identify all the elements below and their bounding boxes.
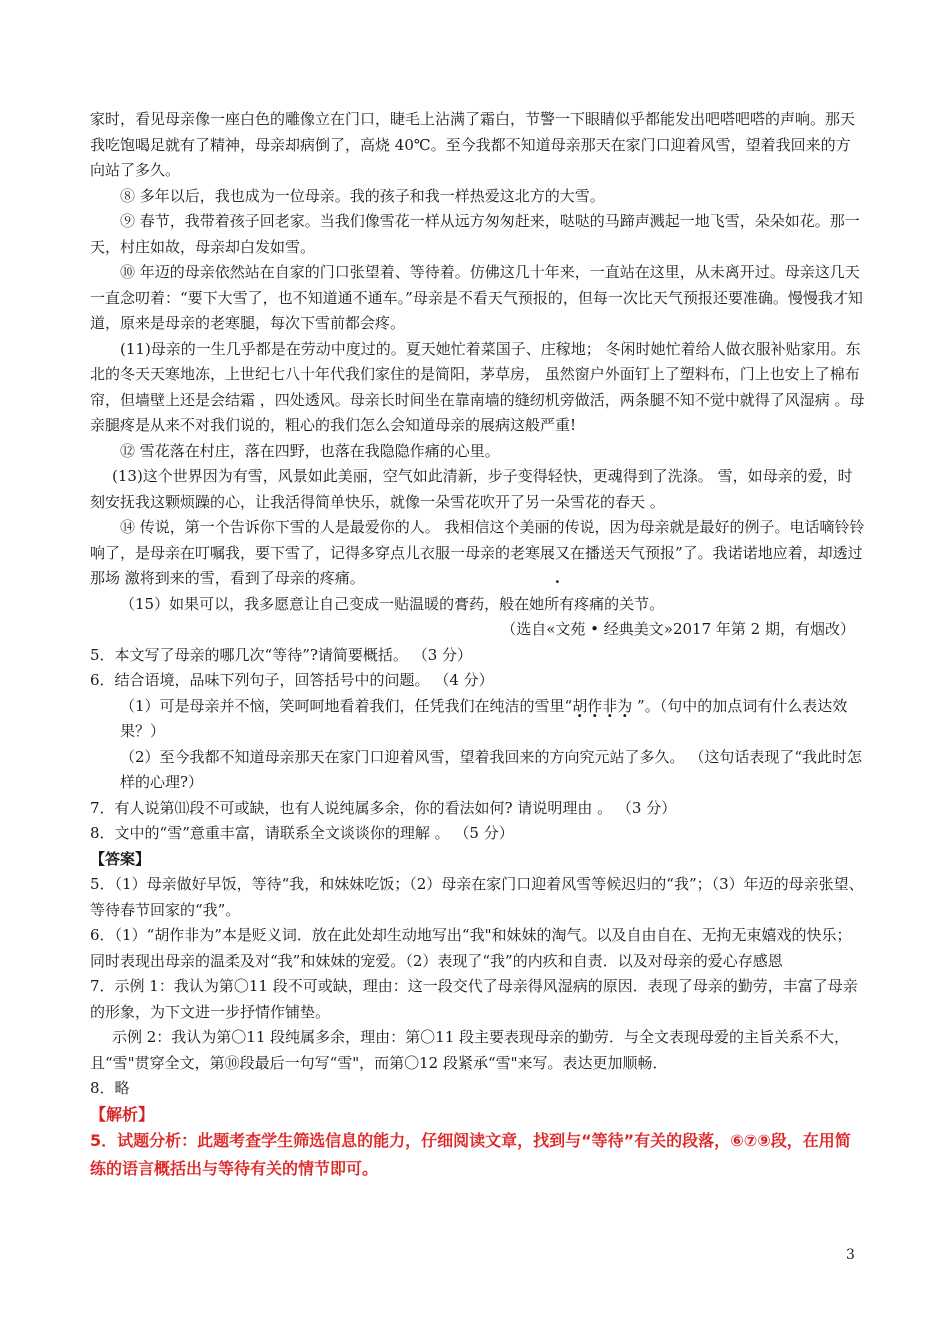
question-8: 8．文中的“雪”意重丰富，请联系全文谈谈你的理解 。 （5 分） <box>90 824 514 842</box>
paragraph-14-text: ⑭ 传说，第一个告诉你下雪的人是最爱你的人。 我相信这个美丽的传说，因为母亲就是最好的例子。电话嘀铃铃响了，是母亲在叮嘱我，要下雪了，记得多穿点儿衣服一母亲的老寒展又在播送天气预报”了。我诺诺地应着，却透过那场 激将到来的雪，看到了母亲的疼痛。 <box>90 518 865 587</box>
paragraph-15: （15）如果可以，我多愿意让自己变成一贴温暖的膏药，般在她所有疼痛的关节。 <box>120 594 665 613</box>
dotted-word-char-4: 为 <box>617 696 633 715</box>
answer-5: 5．（1）母亲做好早饭，等待“我，和妹妹吃饭；（2）母亲在家门口迎着风雪等候迟归的“我”；（3）年迈的母亲张望、等待春节回家的“我”。 <box>90 875 864 919</box>
question-6-1-prefix: （1）可是母亲并不恼，笑呵呵地看着我们，任凭我们在纯洁的雪里“ <box>120 696 573 715</box>
paragraph-8: ⑧ 多年以后，我也成为一位母亲。我的孩子和我一样热爱这北方的大雪。 <box>120 186 605 205</box>
paragraph-13: (13)这个世界因为有雪，风景如此美丽，空气如此清新，步子变得轻快，更魂得到了洗涤。 雪，如母亲的爱，时刻安抚我这颗烦躁的心，让我活得简单快乐，就像一朵雪花吹开了另一朵雪花的春天 。 <box>90 467 853 511</box>
answer-6: 6．（1）“胡作非为”本是贬义词．放在此处却生动地写出“我"和妹妹的淘气。以及自由自在、无拘无束嬉戏的快乐；同时表现出母亲的温柔及对“我”和妹妹的宠爱。（2）表现了“我”的内疚和自责．以及对母亲的爱心存感恩 <box>90 926 852 970</box>
question-5: 5．本文写了母亲的哪几次“等待”?请简要概括。 （3 分） <box>90 645 473 664</box>
answer-7-example-1: 7．示例 1：我认为第〇11 段不可或缺，理由：这一段交代了母亲得风湿病的原因．表现了母亲的勤劳，丰富了母亲的形象，为下文进一步抒情作铺垫。 <box>90 977 858 1021</box>
paragraph-7-continued: 家时，看见母亲像一座白色的雕像立在门口，睫毛上沾满了霜白，节警一下眼睛似乎都能发出吧嗒吧嗒的声响。那天我吃饱喝足就有了精神，母亲却病倒了，高烧 40℃。至今我都不知道母亲那天在家门口迎着风雪，望着我回来的方向站了多久。 <box>90 110 856 179</box>
question-7: 7．有人说第⑾段不可或缺，也有人说纯属多余，你的看法如何? 请说明理由 。 （3 分） <box>90 798 677 817</box>
page-number: 3 <box>846 1247 855 1263</box>
analysis-text: 5．试题分析：此题考查学生筛选信息的能力，仔细阅读文章，找到与“等待”有关的段落，⑥⑦⑨段，在用简练的语言概括出与等待有关的情节即可。 <box>90 1131 851 1178</box>
dotted-word-char-1: 胡 <box>572 696 588 715</box>
answer-7-example-2: 示例 2：我认为第〇11 段纯属多余，理由：第〇11 段主要表现母亲的勤劳．与全文表现母爱的主旨关系不大，且“雪"贯穿全文，第⑩段最后一句写“雪"，而第〇12 段紧承“雪"来写。表达更加顺畅． <box>90 1028 850 1072</box>
answer-8: 8．略 <box>90 1079 130 1097</box>
question-6-1-suffix: ”。（句中的加点词有什么表达效果？） <box>120 696 848 740</box>
paragraph-10: ⑩ 年迈的母亲依然站在自家的门口张望着、等待着。仿佛这几十年来，一直站在这里，从未离开过。母亲这几天一直念叨着：“要下大雪了，也不知道通不通车。”母亲是不看天气预报的，但每一次比天气预报还要准确。慢慢我才知道，原来是母亲的老寒腿，每次下雪前都会疼。 <box>90 263 863 332</box>
document-body <box>90 107 865 1183</box>
stray-dot: . <box>554 569 561 587</box>
paragraph-9: ⑨ 春节，我带着孩子回老家。当我们像雪花一样从远方匆匆赶来，哒哒的马蹄声溅起一地飞雪，朵朵如花。那一天，村庄如故，母亲却白发如雪。 <box>90 212 860 256</box>
question-6-2: （2）至今我都不知道母亲那天在家门口迎着风雪，望着我回来的方向究元站了多久。 （这句话表现了“我此时怎样的心理?） <box>120 747 862 791</box>
dotted-word-char-2: 作 <box>587 696 603 715</box>
source-citation: （选自«文苑 • 经典美文»2017 年第 2 期，有烟改） <box>501 620 855 638</box>
answer-heading: 【答案】 <box>90 849 151 868</box>
question-6: 6．结合语境，品味下列句子，回答括号中的问题。 （4 分） <box>90 671 494 689</box>
paragraph-14 <box>90 515 865 592</box>
paragraph-11: (11)母亲的一生几乎都是在劳动中度过的。夏天她忙着菜国子、庄稼地； 冬闲时她忙着给人做衣服补贴家用。东北的冬天天寒地冻，上世纪七八十年代我们家住的是简阳，茅草房， 虽然窗户外面钉上了塑料布，门上也安上了棉布帘，但墙壁上还是会结霜 ，四处透风。母亲长时间坐在靠南墙的缝纫机旁做活，两条腿不知不觉中就得了风湿病 。母亲腿疼是从来不对我们说的，粗心的我们怎么会知道母亲的展病这般严重! <box>90 339 865 434</box>
analysis-heading: 【解析】 <box>90 1104 155 1124</box>
dotted-word-char-3: 非 <box>602 696 618 715</box>
paragraph-12: ⑫ 雪花落在村庄，落在四野，也落在我隐隐作痛的心里。 <box>120 441 500 460</box>
question-6-1 <box>90 694 865 745</box>
